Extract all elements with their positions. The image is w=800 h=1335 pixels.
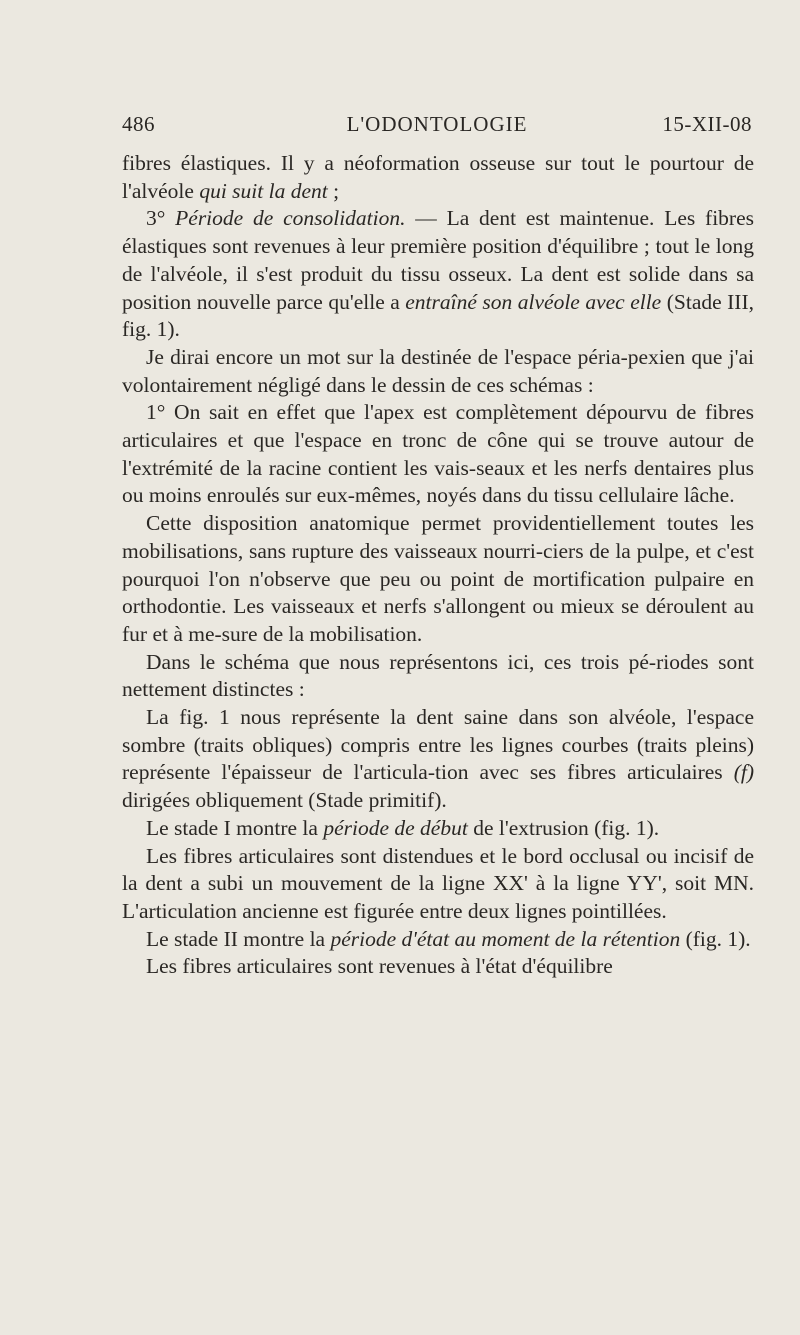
- text-run: Dans le schéma que nous représentons ici, ces trois pé-riodes sont nettement distinctes :: [122, 649, 754, 702]
- paragraph: [122, 704, 754, 815]
- italic-run: (f): [733, 760, 754, 785]
- text-run: dirigées obliquement (Stade primitif).: [122, 788, 447, 813]
- paragraph: [122, 926, 754, 954]
- paragraph: [122, 815, 754, 843]
- page-number: 486: [122, 112, 155, 136]
- paragraph: [122, 344, 754, 399]
- paragraph: [122, 205, 754, 344]
- text-run: (fig. 1).: [680, 926, 751, 951]
- paragraph: [122, 399, 754, 510]
- paragraph: [122, 843, 754, 926]
- text-run: 3°: [146, 206, 176, 231]
- paragraph: [122, 649, 754, 704]
- italic-run: qui suit la dent: [199, 178, 328, 203]
- text-run: 1° On sait en effet que l'apex est complètement dépourvu de fibres articulaires et que l'espace en tronc de cône qui se trouve autour de l'extrémité de la racine contient les vais-seaux et les nerfs dentaires plus ou moins enroulés sur eux-mêmes, noyés dans du tissu cellulaire lâche.: [122, 400, 754, 508]
- italic-run: période d'état au moment de la rétention: [330, 926, 681, 951]
- text-run: Les fibres articulaires sont revenues à l'état d'équilibre: [146, 954, 613, 979]
- text-run: Le stade II montre la: [146, 926, 331, 951]
- running-header: [122, 112, 752, 142]
- text-run: ;: [327, 178, 340, 203]
- issue-date: 15-XII-08: [662, 112, 752, 136]
- paragraph: [122, 510, 754, 649]
- text-run: La fig. 1 nous représente la dent saine dans son alvéole, l'espace sombre (traits obliques) compris entre les lignes courbes (traits pleins) représente l'épaisseur de l'articula-tion avec ses fibres articulaires: [122, 705, 754, 785]
- body-text: [122, 150, 754, 981]
- text-run: Les fibres articulaires sont distendues et le bord occlusal ou incisif de la dent a subi un mouvement de la ligne XX' à la ligne YY', soit MN. L'articulation ancienne est figurée entre deux lignes pointillées.: [122, 843, 754, 923]
- italic-run: entraîné son alvéole avec elle: [405, 289, 662, 314]
- text-run: — La dent est maintenue. Les fibres élastiques sont revenues à leur première position d'équilibre ; tout le long de l'alvéole, il s'est produit du tissu osseux. La dent est solide dans sa position nouvelle parce qu'elle a: [122, 206, 754, 314]
- text-run: (Stade III, fig. 1).: [122, 289, 754, 342]
- text-run: fibres élastiques. Il y a néoformation osseuse sur tout le pourtour de l'alvéole: [122, 151, 754, 203]
- text-run: Cette disposition anatomique permet providentiellement toutes les mobilisations, sans rupture des vaisseaux nourri-ciers de la pulpe, et c'est pourquoi l'on n'observe que peu ou point de mortification pulpaire en orthodontie. Les vaisseaux et nerfs s'allongent ou mieux se déroulent au fur et à me-sure de la mobilisation.: [122, 511, 754, 646]
- journal-title: L'ODONTOLOGIE: [346, 112, 528, 136]
- text-run: Je dirai encore un mot sur la destinée de l'espace péria-pexien que j'ai volontairement négligé dans le dessin de ces schémas :: [122, 344, 754, 397]
- text-run: Le stade I montre la: [146, 815, 324, 840]
- text-run: de l'extrusion (fig. 1).: [467, 815, 660, 840]
- paragraph: [122, 150, 754, 205]
- italic-run: période de début: [323, 815, 468, 840]
- italic-run: Période de consolidation.: [175, 206, 406, 231]
- paragraph: [122, 953, 754, 981]
